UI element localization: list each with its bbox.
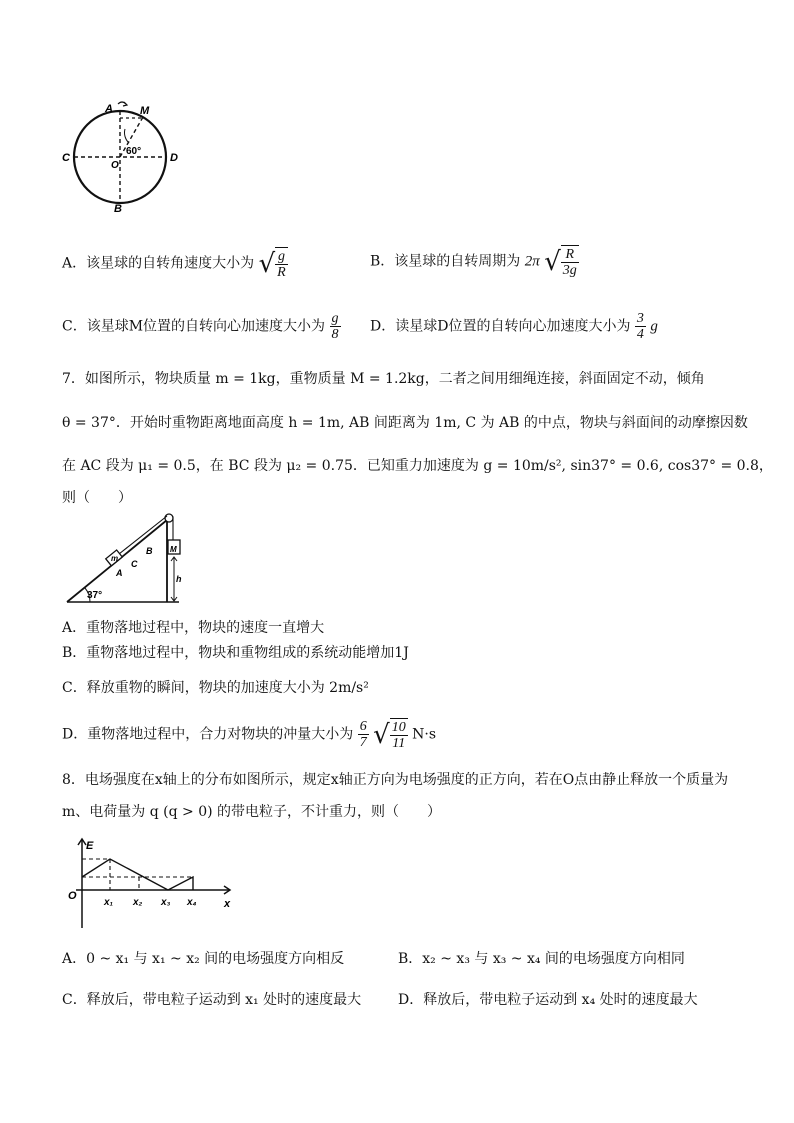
q8-option-c[interactable]: C．释放后，带电粒子运动到 x₁ 处时的速度最大 [62,992,362,1008]
q7-option-d-coef: $\frac{6}{7}$ [359,719,367,750]
q6-option-d[interactable]: D．读星球D位置的自转向心加速度大小为 $\frac{3}{4}$ g [370,311,658,342]
q8-label-x1: x₁ [104,897,114,908]
q8-label-x3: x₃ [161,897,171,908]
q7-label-B: B [146,546,153,556]
q7-option-d[interactable]: D．重物落地过程中，合力对物块的冲量大小为 $\frac{6}{7}$ √ $\frac{10}{11}$ N·s [62,719,437,751]
q6-option-a-text: A．该星球的自转角速度大小为 [62,255,255,272]
q6-option-c-formula: $\frac{g}{8}$ [331,311,339,342]
q8-stem-line1: 8．电场强度在x轴上的分布如图所示，规定x轴正方向为电场强度的正方向，若在O点由静止释放一个质量为 [62,772,729,788]
q7-stem-line1: 7．如图所示，物块质量 m = 1kg，重物质量 M = 1.2kg，二者之间用细绳连接，斜面固定不动，倾角 [62,371,705,387]
q6-option-b-text: B．该星球的自转周期为 [370,253,521,270]
q7-option-d-root: √ $\frac{10}{11}$ [373,719,406,751]
q8-label-E: E [86,840,94,852]
q7-option-a[interactable]: A．重物落地过程中，物块的速度一直增大 [62,620,325,636]
q7-label-m: m [111,554,119,563]
q6-option-a[interactable] [62,247,288,280]
q6-option-c[interactable] [62,311,341,342]
q7-incline-figure [62,510,192,610]
q8-field-graph [66,835,238,935]
q7-label-h: h [176,574,182,584]
q6-option-b-formula: √ $\frac{R}{3g}$ [544,246,577,278]
q7-stem-line4: 则（ ） [62,490,132,506]
q8-option-a[interactable]: A．0 ~ x₁ 与 x₁ ~ x₂ 间的电场强度方向相反 [62,951,345,967]
q7-label-A: A [116,568,123,578]
q7-label-C: C [131,559,138,569]
q7-option-c[interactable]: C．释放重物的瞬间，物块的加速度大小为 2m/s² [62,680,369,696]
q8-label-x: x [224,898,231,910]
q6-label-C: C [62,152,70,164]
q6-label-angle: 60° [126,146,142,157]
q7-option-d-text: D．重物落地过程中，合力对物块的冲量大小为 [62,726,354,743]
q7-label-angle: 37° [87,590,103,601]
q7-label-M: M [170,545,177,554]
q8-label-O: O [68,890,77,902]
q6-label-M: M [140,105,150,117]
q8-stem-line2: m、电荷量为 q (q > 0) 的带电粒子，不计重力，则（ ） [62,804,442,820]
q6-option-c-text: C．该星球M位置的自转向心加速度大小为 [62,318,326,335]
q6-label-A: A [105,103,113,115]
q6-option-d-text: D．读星球D位置的自转向心加速度大小为 [370,318,631,335]
q8-label-x2: x₂ [133,897,143,908]
q7-option-b[interactable]: B．重物落地过程中，物块和重物组成的系统动能增加1J [62,645,409,661]
q6-label-B: B [114,203,122,215]
q8-option-d[interactable]: D．释放后，带电粒子运动到 x₄ 处时的速度最大 [398,992,698,1008]
q8-label-x4: x₄ [187,897,197,908]
q7-stem-line3: 在 AC 段为 μ₁ = 0.5，在 BC 段为 μ₂ = 0.75．已知重力加速度为 g = 10m/s², sin37° = 0.6, cos37° = 0.8， [62,458,773,474]
q6-circle-figure [62,98,192,218]
q6-label-O: O [111,160,119,171]
q7-stem-line2: θ = 37°．开始时重物距离地面高度 h = 1m, AB 间距离为 1m, C 为 AB 的中点，物块与斜面间的动摩擦因数 [62,415,748,431]
q8-option-b[interactable]: B．x₂ ~ x₃ 与 x₃ ~ x₄ 间的电场强度方向相同 [398,951,685,967]
q6-option-d-formula: $\frac{3}{4}$ [636,311,644,342]
q6-option-b[interactable]: B．该星球的自转周期为 2π √ $\frac{R}{3g}$ [370,246,577,278]
q6-label-D: D [170,152,178,164]
q6-option-a-formula: √ $\frac{g}{R}$ [258,248,286,280]
